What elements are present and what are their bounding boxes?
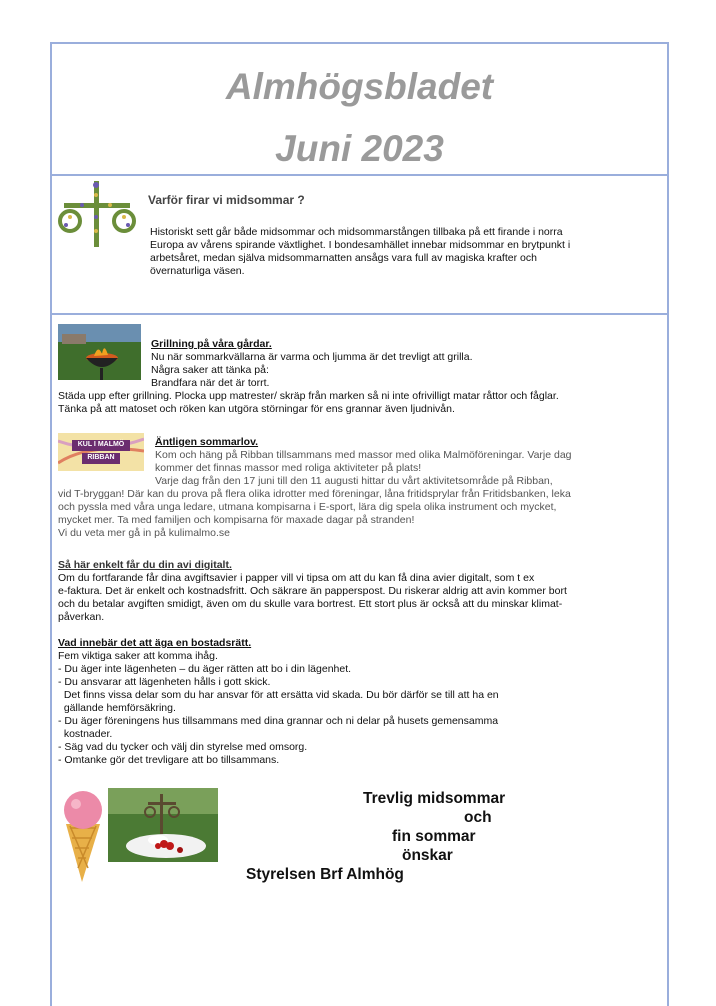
newsletter-title: Almhögsbladet [225, 66, 494, 107]
logo-text: KUL I MALMÖ [77, 441, 125, 448]
bostadsratt-text-line: - Du äger föreningens hus tillsammans med dina grannar och ni delar på husets gemensamma [58, 715, 499, 727]
grill-text-line: Tänka på att matoset och röken kan utgöra störningar för ens grannar även ljudnivån. [58, 403, 455, 415]
kul-i-malmo-logo [58, 433, 144, 471]
sommarlov-text-line: och pyssla med våra unga ledare, utmana kompisarna i E-sport, lära dig spela olika instrument och mycket, [58, 501, 557, 513]
newsletter-month: Juni 2023 [275, 128, 444, 169]
grill-image [58, 324, 141, 380]
bostadsratt-text-line: - Omtanke gör det trevligare att bo tillsammans. [58, 754, 280, 766]
midsommar-text-line: Europa av vårens spirande växtlighet. I bondesamhället innebar midsommar en brytpunkt i [150, 239, 571, 251]
bostadsratt-text-line: gällande hemförsäkring. [58, 702, 176, 714]
midsommar-heading: Varför firar vi midsommar ? [148, 193, 305, 207]
sommarlov-text-line: Vi du veta mer gå in på kulimalmo.se [58, 527, 230, 539]
avi-text-line: och du betalar avgiften smidigt, även om du skulle vara bortrest. Ett stort plus är också att du minskar klimat- [58, 598, 563, 610]
avi-text-line: e-faktura. Det är enkelt och kostnadsfritt. Och säkrare än papperspost. Du riskerar aldrig att avin kommer bort [58, 585, 567, 597]
sommarlov-heading: Äntligen sommarlov. [155, 436, 259, 448]
sommarlov-text-line: vid T-bryggan! Där kan du prova på flera olika idrotter med föreningar, låna fritidsprylar från Fritidsbanken, leka [58, 488, 571, 500]
sommarlov-text-line: Varje dag från den 17 juni till den 11 augusti hittar du vårt aktivitetsområde på Ribban, [155, 475, 553, 487]
greeting-line: önskar [402, 847, 453, 864]
bostadsratt-text-line: - Du äger inte lägenheten – du äger rätten att bo i din lägenhet. [58, 663, 352, 675]
bostadsratt-text-line: - Du ansvarar att lägenheten hålls i gott skick. [58, 676, 271, 688]
bostadsratt-text-line: Fem viktiga saker att komma ihåg. [58, 650, 218, 662]
midsommar-table-image [108, 788, 218, 862]
logo-text: RIBBAN [87, 454, 115, 461]
grill-text-line: Städa upp efter grillning. Plocka upp matrester/ skräp från marken så ni inte ofrivilligt matar råttor och fåglar. [58, 390, 559, 402]
avi-heading: Så här enkelt får du din avi digitalt. [58, 559, 232, 571]
greeting-signature: Styrelsen Brf Almhög [246, 866, 404, 883]
bostadsratt-text-line: kostnader. [58, 728, 113, 740]
newsletter-page [50, 42, 669, 1006]
midsommar-text-line: Historiskt sett går både midsommar och midsommarstången tillbaka på ett firande i norra [150, 226, 563, 238]
bostadsratt-text-line: Det finns vissa delar som du har ansvar för att ersätta vid skada. Du bör därför se till att ha en [58, 689, 499, 701]
avi-text-line: påverkan. [58, 611, 105, 623]
bostadsratt-heading: Vad innebär det att äga en bostadsrätt. [58, 637, 252, 649]
bostadsratt-text-line: - Säg vad du tycker och välj din styrelse med omsorg. [58, 741, 308, 753]
sommarlov-text-line: mycket mer. Ta med familjen och kompisarna för maxade dagar på stranden! [58, 514, 415, 526]
grill-text-line: Några saker att tänka på: [151, 364, 269, 376]
greeting-line: fin sommar [392, 828, 476, 845]
divider-top [52, 174, 667, 176]
sommarlov-text-line: Kom och häng på Ribban tillsammans med massor med olika Malmöföreningar. Varje dag [155, 449, 572, 461]
ice-cream-image [58, 788, 108, 884]
midsommar-text-line: övernaturliga väsen. [150, 265, 245, 277]
greeting-line: Trevlig midsommar [363, 790, 506, 807]
greeting-line: och [464, 809, 492, 826]
sommarlov-text-line: kommer det finnas massor med roliga aktiviteter på plats! [155, 462, 422, 474]
divider-middle [52, 313, 667, 315]
grill-text-line: Brandfara när det är torrt. [151, 377, 270, 389]
grill-text-line: Nu när sommarkvällarna är varma och ljumma är det trevligt att grilla. [151, 351, 473, 363]
grill-heading: Grillning på våra gårdar. [151, 338, 272, 350]
maypole-image [58, 177, 136, 247]
avi-text-line: Om du fortfarande får dina avgiftsavier i papper vill vi tipsa om att du kan få dina avier digitalt, som t ex [58, 572, 535, 584]
midsommar-text-line: arbetsåret, medan själva midsommarnatten ansågs vara full av magiska krafter och [150, 252, 537, 264]
